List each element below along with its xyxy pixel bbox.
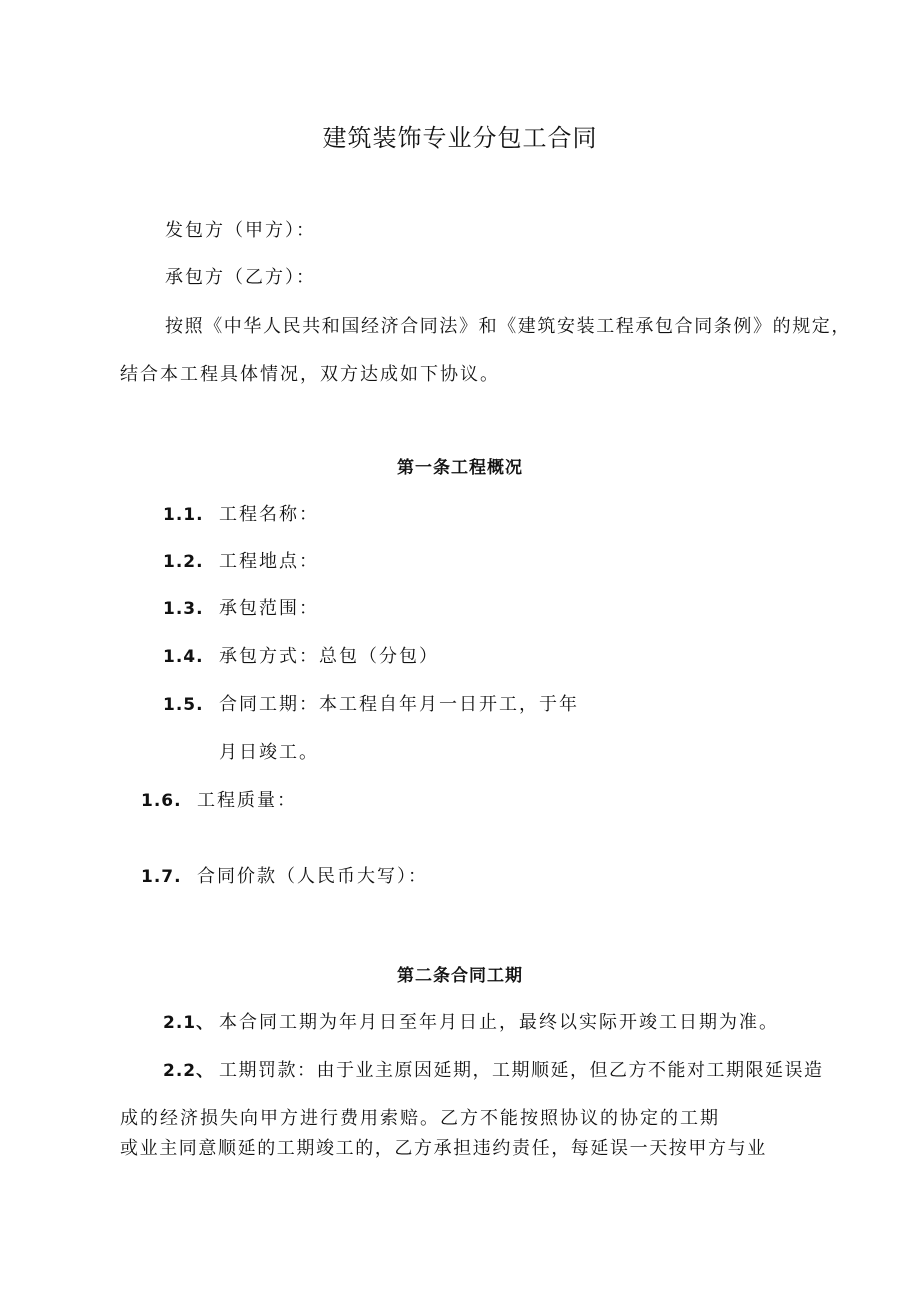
party-a-line: 发包方（甲方）： bbox=[165, 220, 316, 241]
item-text: 本合同工期为年月日至年月日止，最终以实际开竣工日期为准。 bbox=[219, 1012, 779, 1033]
item-text: 工程地点： bbox=[219, 551, 319, 572]
item-1-6 bbox=[141, 789, 297, 813]
item-text: 承包范围： bbox=[219, 598, 319, 619]
item-2-2-line-3: 或业主同意顺延的工期竣工的，乙方承担违约责任，每延误一天按甲方与业 bbox=[120, 1138, 767, 1159]
item-1-4 bbox=[163, 645, 439, 669]
item-number: 2.1、 bbox=[163, 1013, 215, 1033]
item-number: 1.4. bbox=[163, 647, 204, 667]
item-1-5-continuation: 月日竣工。 bbox=[219, 742, 319, 763]
document-title: 建筑装饰专业分包工合同 bbox=[322, 124, 598, 152]
party-b-line: 承包方（乙方）： bbox=[165, 267, 316, 288]
item-1-5 bbox=[163, 693, 579, 717]
item-number: 1.5. bbox=[163, 695, 204, 715]
item-text: 承包方式：总包（分包） bbox=[219, 646, 439, 667]
item-text: 工程名称： bbox=[219, 504, 319, 525]
item-text: 工程质量： bbox=[197, 790, 297, 811]
item-number: 1.1. bbox=[163, 505, 204, 525]
item-text: 合同工期：本工程自年月一日开工，于年 bbox=[219, 694, 579, 715]
item-2-2 bbox=[163, 1059, 824, 1083]
item-number: 1.6. bbox=[141, 791, 182, 811]
item-1-7 bbox=[141, 865, 428, 889]
item-text: 工期罚款：由于业主原因延期，工期顺延，但乙方不能对工期限延误造 bbox=[219, 1060, 824, 1081]
preamble-line-2: 结合本工程具体情况，双方达成如下协议。 bbox=[120, 364, 500, 385]
item-2-1 bbox=[163, 1011, 779, 1035]
item-text: 合同价款（人民币大写）： bbox=[197, 866, 428, 887]
item-number: 1.2. bbox=[163, 552, 204, 572]
article-2-heading: 第二条合同工期 bbox=[397, 966, 523, 986]
item-number: 1.7. bbox=[141, 867, 182, 887]
item-1-2 bbox=[163, 550, 319, 574]
item-1-3 bbox=[163, 597, 319, 621]
item-number: 2.2、 bbox=[163, 1061, 215, 1081]
item-number: 1.3. bbox=[163, 599, 204, 619]
preamble-line-1: 按照《中华人民共和国经济合同法》和《建筑安装工程承包合同条例》的规定， bbox=[165, 316, 851, 337]
item-1-1 bbox=[163, 503, 319, 527]
article-1-heading: 第一条工程概况 bbox=[397, 458, 523, 478]
item-2-2-line-2: 成的经济损失向甲方进行费用索赔。乙方不能按照协议的协定的工期 bbox=[120, 1108, 720, 1129]
